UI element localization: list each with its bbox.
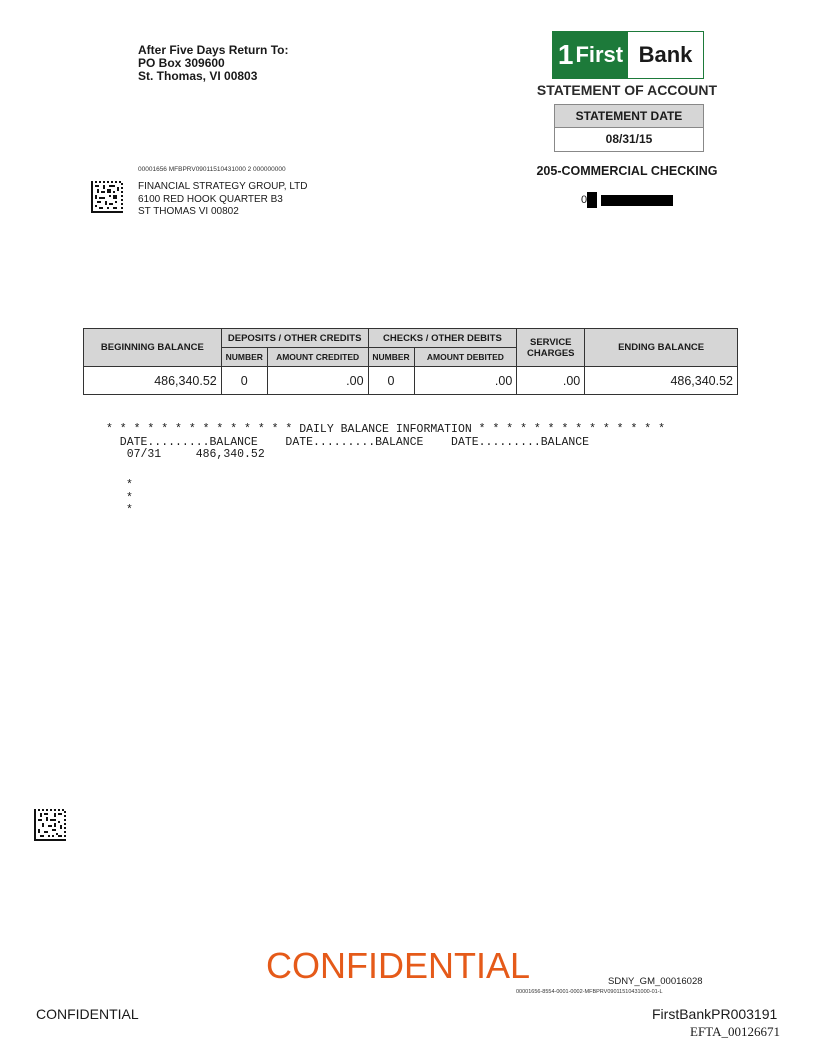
recipient-street: 6100 RED HOOK QUARTER B3 bbox=[138, 193, 283, 205]
account-number-prefix: 0 bbox=[581, 193, 588, 206]
header-checks-number: NUMBER bbox=[368, 348, 414, 367]
barcode-line: 00001656 MFBPRV09011510431000 2 000000000 bbox=[138, 166, 286, 173]
logo-first-panel bbox=[553, 32, 628, 78]
return-address bbox=[138, 44, 288, 83]
footer-efta-number: EFTA_00126671 bbox=[690, 1024, 780, 1039]
datamatrix-code bbox=[34, 809, 66, 841]
statement-date-box bbox=[554, 104, 704, 152]
redaction-box bbox=[601, 195, 673, 206]
statement-title: STATEMENT OF ACCOUNT bbox=[536, 82, 718, 98]
service-charges-value: .00 bbox=[517, 367, 585, 395]
account-summary-table bbox=[83, 328, 738, 395]
footer-bates-number: FirstBankPR003191 bbox=[652, 1006, 778, 1022]
return-address-line: St. Thomas, VI 00803 bbox=[138, 69, 258, 83]
star-marker: * bbox=[126, 504, 133, 517]
document-code: 00001656-8554-0001-0002-MFBPRV09011510431000-01-L bbox=[516, 989, 663, 995]
sdny-bates-number: SDNY_GM_00016028 bbox=[608, 976, 703, 987]
recipient-name: FINANCIAL STRATEGY GROUP, LTD bbox=[138, 181, 308, 192]
header-beginning-balance: BEGINNING BALANCE bbox=[84, 329, 222, 367]
daily-balance-section bbox=[106, 424, 665, 462]
checks-number-value: 0 bbox=[368, 367, 414, 395]
bank-logo bbox=[552, 31, 704, 79]
statement-date-label: STATEMENT DATE bbox=[555, 105, 703, 128]
daily-balance-header: DATE.........BALANCE DATE.........BALANCE DATE.........BALANCE bbox=[106, 435, 590, 449]
star-marker: * bbox=[126, 479, 133, 492]
amount-debited-value: .00 bbox=[414, 367, 517, 395]
recipient-city: ST THOMAS VI 00802 bbox=[138, 206, 239, 217]
logo-first-text: First bbox=[575, 42, 624, 67]
header-amount-credited: AMOUNT CREDITED bbox=[267, 348, 368, 367]
amount-credited-value: .00 bbox=[267, 367, 368, 395]
daily-balance-row: 07/31 486,340.52 bbox=[106, 448, 265, 461]
account-type: 205-COMMERCIAL CHECKING bbox=[536, 164, 718, 178]
daily-balance-stars bbox=[126, 480, 133, 518]
logo-bank-panel bbox=[628, 32, 703, 78]
header-ending-balance: ENDING BALANCE bbox=[585, 329, 738, 367]
confidential-watermark: CONFIDENTIAL bbox=[266, 945, 531, 986]
return-address-line: PO Box 309600 bbox=[138, 56, 225, 70]
header-amount-debited: AMOUNT DEBITED bbox=[414, 348, 517, 367]
star-marker: * bbox=[126, 491, 133, 505]
mailing-address bbox=[138, 181, 307, 219]
header-deposits: DEPOSITS / OTHER CREDITS bbox=[221, 329, 368, 348]
deposits-number-value: 0 bbox=[221, 367, 267, 395]
account-number bbox=[581, 192, 673, 208]
return-address-line: After Five Days Return To: bbox=[138, 43, 289, 57]
beginning-balance-value: 486,340.52 bbox=[84, 367, 222, 395]
logo-bank-text: Bank bbox=[638, 42, 693, 67]
logo-number: 1 bbox=[557, 39, 574, 70]
redaction-box bbox=[587, 192, 597, 208]
header-deposits-number: NUMBER bbox=[221, 348, 267, 367]
footer-confidential: CONFIDENTIAL bbox=[36, 1006, 139, 1022]
ending-balance-value: 486,340.52 bbox=[585, 367, 738, 395]
statement-date-value: 08/31/15 bbox=[605, 132, 653, 146]
datamatrix-code bbox=[91, 181, 123, 213]
daily-balance-title: * * * * * * * * * * * * * * DAILY BALANCE INFORMATION * * * * * * * * * * * * * * bbox=[106, 423, 665, 436]
header-service-charges: SERVICE CHARGES bbox=[517, 329, 585, 367]
header-checks: CHECKS / OTHER DEBITS bbox=[368, 329, 517, 348]
